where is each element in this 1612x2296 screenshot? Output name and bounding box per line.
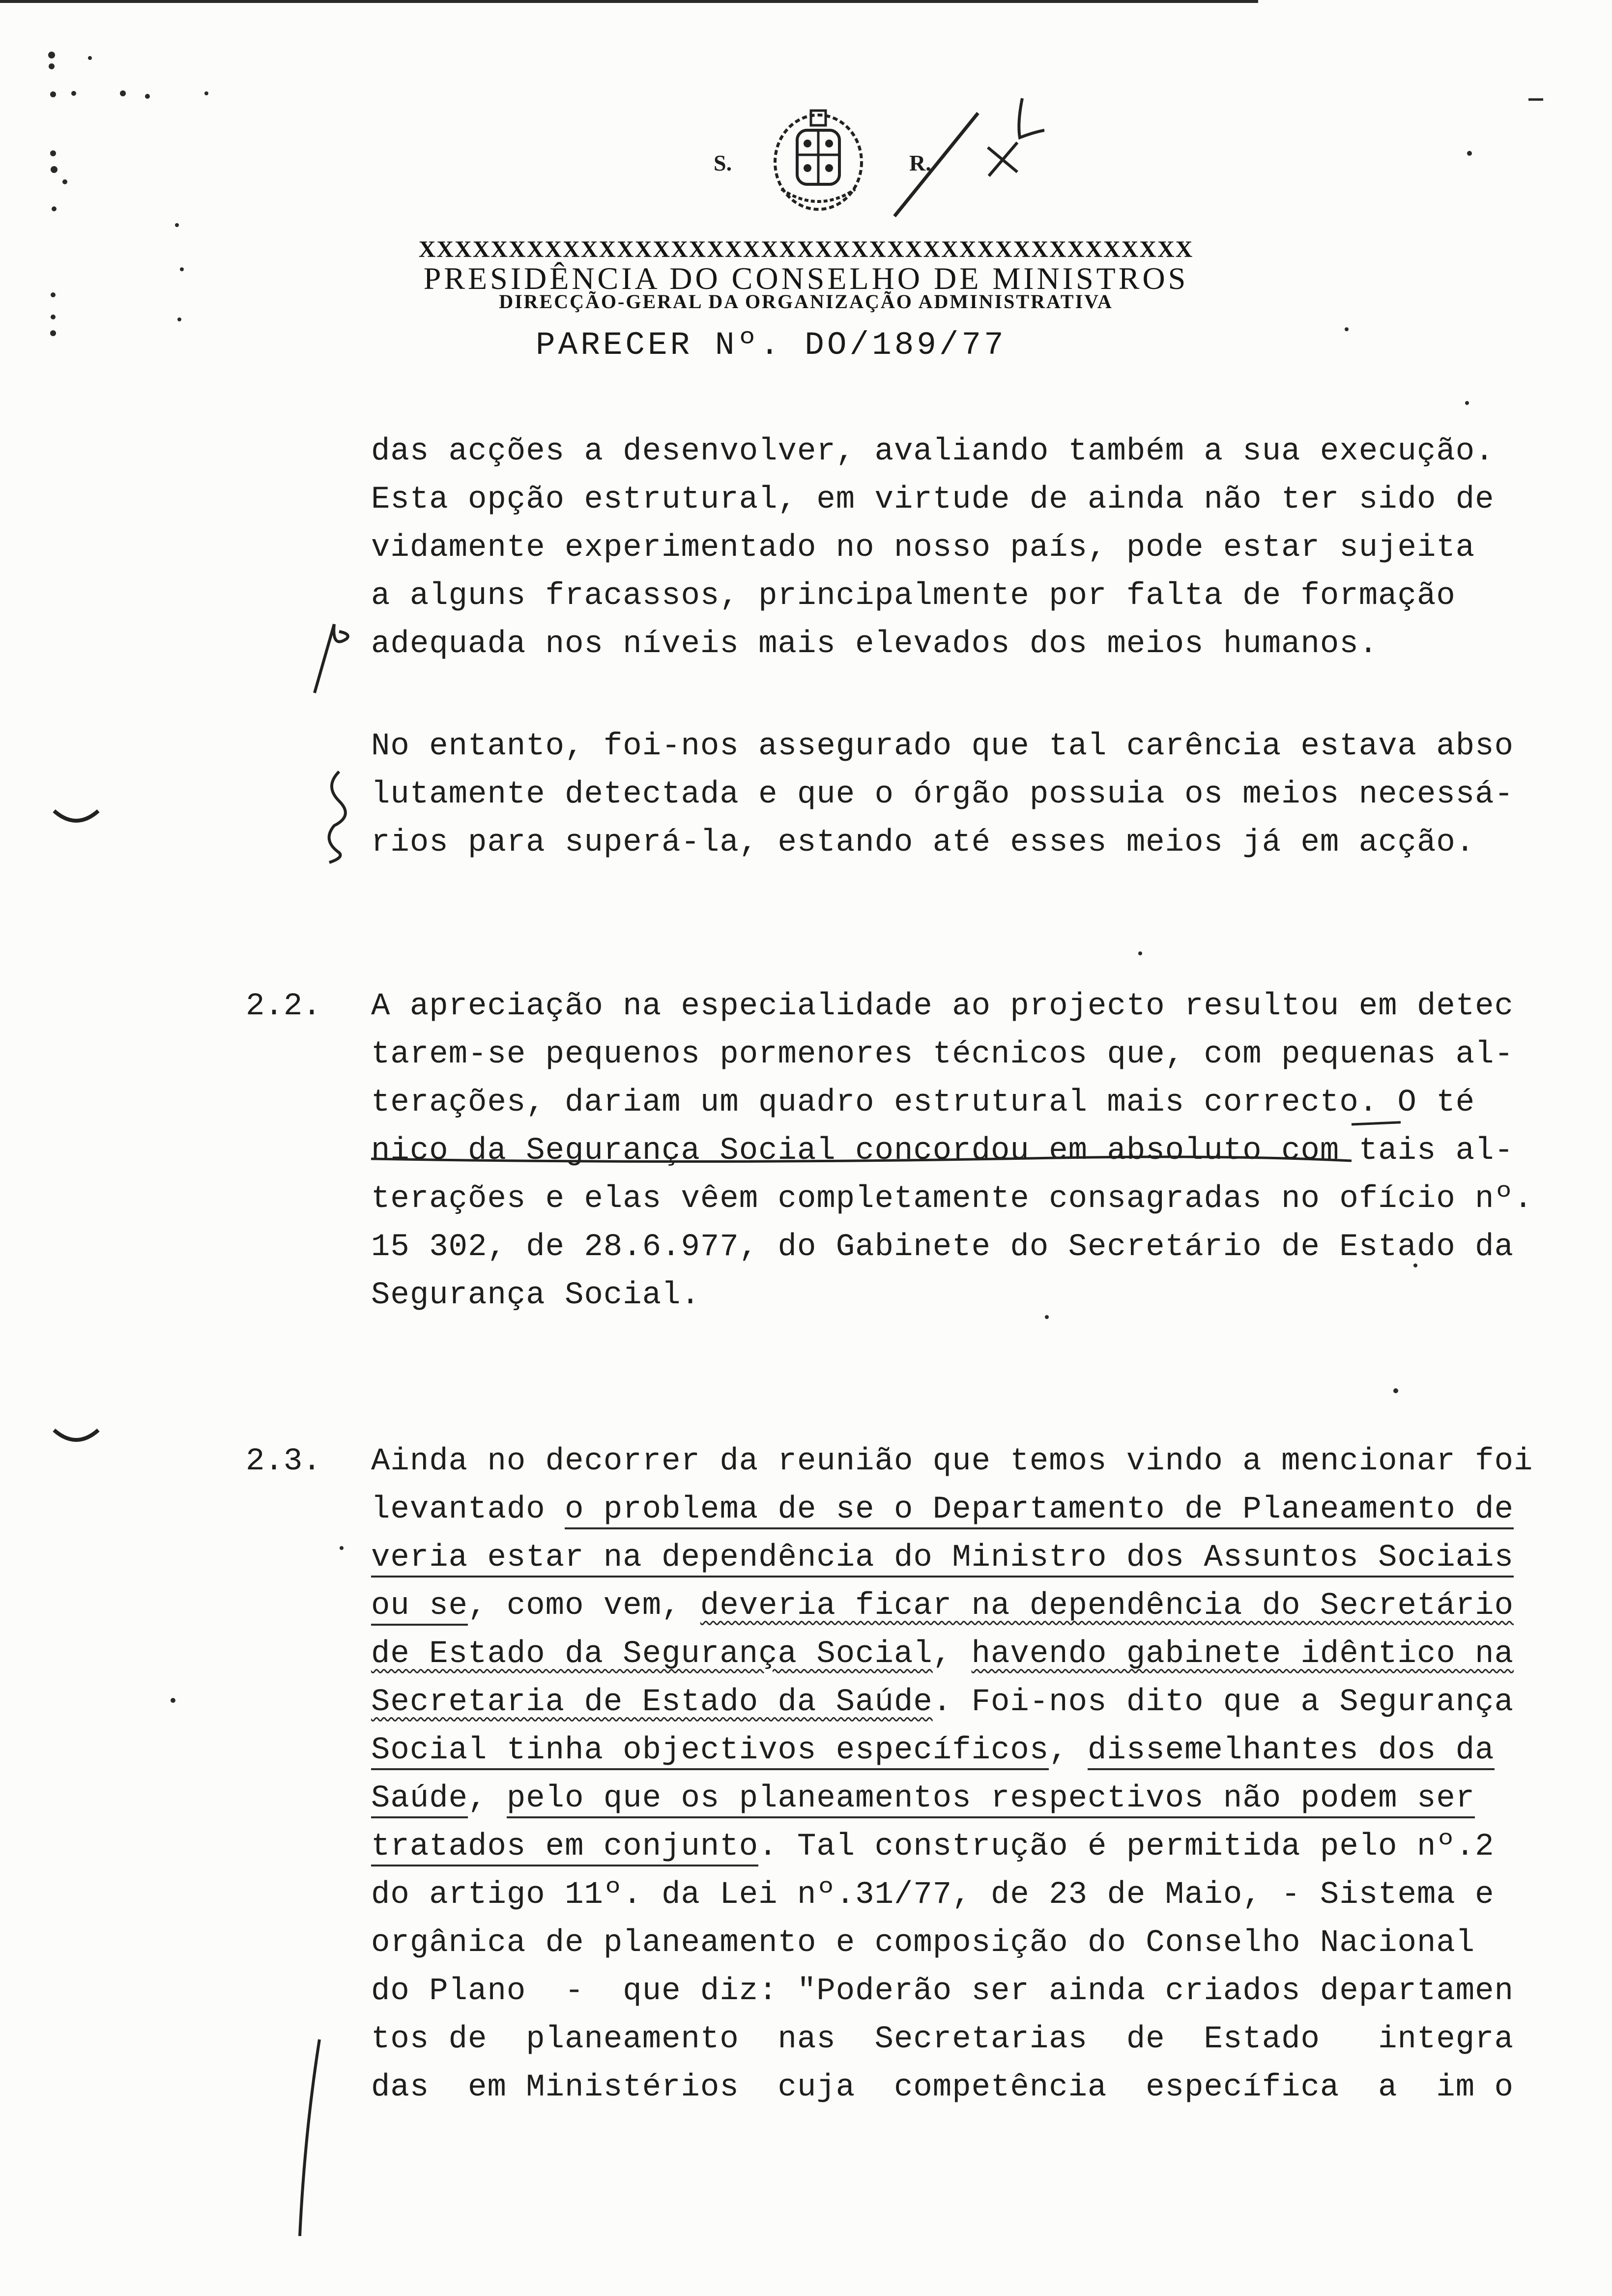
text-line bbox=[371, 1823, 1575, 1871]
underlined-text: veria estar na dependência do Ministro dos Assuntos Sociais bbox=[371, 1540, 1514, 1578]
text-line bbox=[371, 1678, 1575, 1726]
text-line: do artigo 11º. da Lei nº.31/77, de 23 de Maio, - Sistema e bbox=[371, 1877, 1495, 1913]
text-line: orgânica de planeamento e composição do Conselho Nacional bbox=[371, 1925, 1475, 1961]
text-line: Ainda no decorrer da reunião que temos vindo a mencionar foi bbox=[371, 1444, 1533, 1479]
institution-name: PRESIDÊNCIA DO CONSELHO DE MINISTROS bbox=[423, 261, 1189, 296]
text-run: . Foi-nos dito que a Segurança bbox=[932, 1685, 1514, 1720]
underlined-text: ou se bbox=[371, 1588, 468, 1626]
underlined-text: o problema de se o Departamento de Planeamento de bbox=[565, 1492, 1514, 1529]
text-line bbox=[371, 1582, 1575, 1630]
underlined-text: Social tinha objectivos específicos bbox=[371, 1733, 1049, 1770]
coat-of-arms-seal bbox=[762, 103, 875, 216]
margin-pen-mark bbox=[305, 619, 359, 698]
text-line bbox=[371, 1630, 1575, 1678]
department-name: DIRECÇÃO-GERAL DA ORGANIZAÇÃO ADMINISTRATIVA bbox=[499, 290, 1113, 313]
text-line bbox=[371, 1726, 1575, 1775]
document-reference: PARECER Nº. DO/189/77 bbox=[536, 327, 1007, 364]
section-number: 2.3. bbox=[246, 1444, 321, 1479]
text-run: , bbox=[468, 1781, 507, 1816]
text-line bbox=[371, 1486, 1575, 1534]
text-line: das acções a desenvolver, avaliando também a sua execução. bbox=[371, 434, 1495, 469]
squiggle-underlined-text: havendo gabinete idêntico na bbox=[971, 1636, 1514, 1672]
underlined-text: pelo que os planeamentos respectivos não podem ser bbox=[507, 1781, 1475, 1818]
margin-punch-arc bbox=[49, 804, 103, 833]
text-line bbox=[371, 1775, 1575, 1823]
text-run: , bbox=[1049, 1733, 1088, 1768]
text-line: terações e elas vêem completamente consagradas no ofício nº. bbox=[371, 1181, 1533, 1217]
seal-left-letter: S. bbox=[714, 150, 732, 175]
text-line: No entanto, foi-nos assegurado que tal carência estava abso bbox=[371, 729, 1514, 764]
ornamental-border: XXXXXXXXXXXXXXXXXXXXXXXXXXXXXXXXXXXXXXXXXXX bbox=[418, 236, 1194, 262]
text-line: do Plano - que diz: "Poderão ser ainda criados departamen bbox=[371, 1974, 1514, 2009]
underlined-text: tratados em conjunto bbox=[371, 1829, 758, 1866]
squiggle-underlined-text: Secretaria de Estado da Saúde bbox=[371, 1685, 933, 1720]
text-line: nico da Segurança Social concordou em absoluto com tais al- bbox=[371, 1133, 1514, 1169]
text-run: . Tal construção é permitida pelo nº.2 bbox=[758, 1829, 1495, 1865]
underlined-text: Saúde bbox=[371, 1781, 468, 1818]
squiggle-underlined-text: deveria ficar na dependência do Secretário bbox=[700, 1588, 1514, 1624]
text-line: rios para superá-la, estando até esses meios já em acção. bbox=[371, 825, 1475, 861]
margin-vertical-pen-line bbox=[290, 2035, 329, 2241]
text-line: a alguns fracassos, principalmente por falta de formação bbox=[371, 578, 1456, 614]
section-number: 2.2. bbox=[246, 989, 321, 1024]
text-line: tos de planeamento nas Secretarias de Estado integra bbox=[371, 2022, 1514, 2057]
text-line: das em Ministérios cuja competência específica a im o bbox=[371, 2070, 1514, 2105]
text-line: adequada nos níveis mais elevados dos meios humanos. bbox=[371, 627, 1379, 662]
text-line: vidamente experimentado no nosso país, pode estar sujeita bbox=[371, 530, 1475, 566]
text-line: A apreciação na especialidade ao projecto resultou em detec bbox=[371, 989, 1514, 1024]
margin-brace-mark bbox=[319, 767, 359, 865]
text-line: terações, dariam um quadro estrutural mais correcto. O té bbox=[371, 1085, 1475, 1120]
text-run: , como vem, bbox=[468, 1588, 700, 1624]
text-line bbox=[371, 1534, 1575, 1582]
text-run: levantado bbox=[371, 1492, 565, 1527]
text-line: tarem-se pequenos pormenores técnicos que, com pequenas al- bbox=[371, 1037, 1514, 1072]
paragraph-2 bbox=[371, 722, 1575, 867]
paragraph-1 bbox=[371, 428, 1575, 668]
seal-right-letter: R. bbox=[909, 150, 931, 175]
text-line: Esta opção estrutural, em virtude de ainda não ter sido de bbox=[371, 482, 1495, 517]
text-line: 15 302, de 28.6.977, do Gabinete do Secretário de Estado da bbox=[371, 1230, 1514, 1265]
handwritten-slash-mark bbox=[875, 93, 1071, 221]
squiggle-underlined-text: de Estado da Segurança Social bbox=[371, 1636, 933, 1672]
underlined-text: dissemelhantes dos da bbox=[1088, 1733, 1495, 1770]
text-line: lutamente detectada e que o órgão possuia os meios necessá- bbox=[371, 777, 1514, 812]
handwritten-underline bbox=[369, 1116, 1401, 1175]
text-run: , bbox=[932, 1636, 972, 1672]
section-2-3 bbox=[371, 1437, 1575, 2112]
margin-punch-arc bbox=[49, 1423, 103, 1452]
text-line: Segurança Social. bbox=[371, 1278, 700, 1313]
